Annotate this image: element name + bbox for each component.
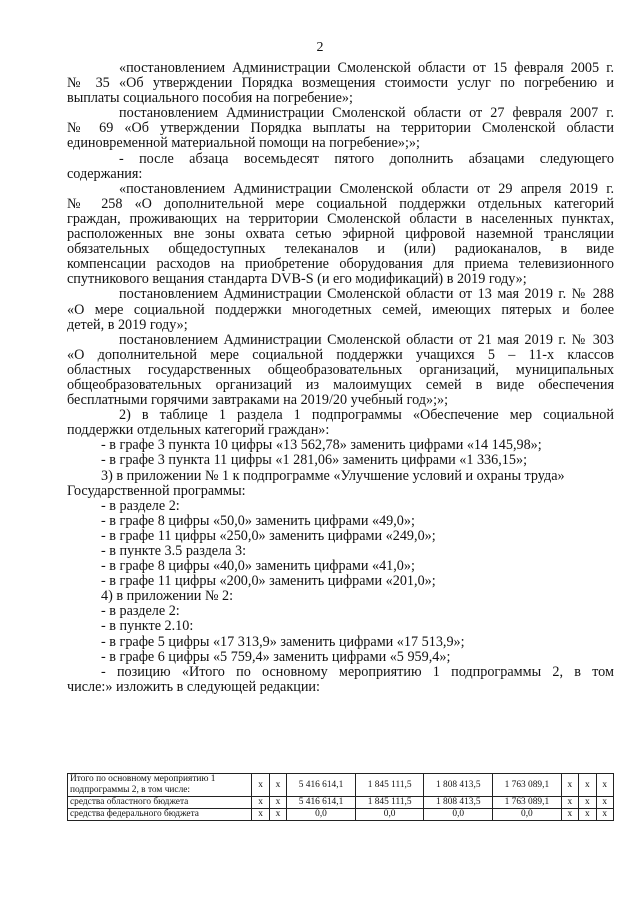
text-line: № 69 «Об утверждении Порядка выплаты на территории Смоленской области (67, 120, 614, 137)
table-cell: 1 845 111,5 (355, 797, 424, 809)
table-cell: 0,0 (424, 809, 493, 821)
document-body (67, 61, 614, 695)
table-cell: x (579, 809, 596, 821)
table-cell: x (269, 797, 286, 809)
table-cell: x (596, 809, 614, 821)
text-line: постановлением Администрации Смоленской области от 27 февраля 2007 г. (119, 105, 614, 122)
text-line: - в графе 5 цифры «17 313,9» заменить цифрами «17 513,9»; (101, 633, 465, 650)
text-line: - в пункте 3.5 раздела 3: (101, 543, 247, 559)
text-line: «постановлением Администрации Смоленской области от 29 апреля 2019 г. (119, 180, 614, 197)
text-line: - в графе 11 цифры «250,0» заменить цифрами «249,0»; (101, 527, 436, 544)
text-line: единовременной материальной помощи на погребение»;»; (67, 135, 420, 152)
table-cell: x (561, 809, 578, 821)
table-cell: x (252, 774, 269, 797)
text-line: № 35 «Об утверждении Порядка возмещения стоимости услуг по погребению и (67, 75, 614, 92)
text-line: содержания: (67, 165, 143, 182)
text-line: - позицию «Итого по основному мероприятию 1 подпрограммы 2, в том (101, 663, 614, 680)
text-line: постановлением Администрации Смоленской области от 21 мая 2019 г. № 303 (119, 331, 614, 348)
table-cell: x (252, 797, 269, 809)
text-line: - в графе 8 цифры «40,0» заменить цифрами «41,0»; (101, 558, 415, 575)
table-row (68, 797, 614, 809)
text-line: - в графе 3 пункта 11 цифры «1 281,06» заменить цифрами «1 336,15»; (101, 452, 528, 469)
table-cell: x (561, 774, 578, 797)
text-line: - в графе 8 цифры «50,0» заменить цифрами «49,0»; (101, 512, 415, 529)
text-line: - в разделе 2: (101, 603, 180, 620)
text-line: 3) в приложении № 1 к подпрограмме «Улучшение условий и охраны труда» (101, 467, 565, 484)
table-cell: 1 808 413,5 (424, 774, 493, 797)
text-line: выплаты социального пособия на погребение»; (67, 90, 353, 107)
table-row (68, 774, 614, 797)
row-label-cell: средства федерального бюджета (68, 809, 252, 821)
table-row (68, 809, 614, 821)
text-line: - после абзаца восемьдесят пятого дополнить абзацами следующего (119, 150, 614, 167)
table-cell: 5 416 614,1 (287, 774, 356, 797)
text-line: - в графе 3 пункта 10 цифры «13 562,78» заменить цифрами «14 145,98»; (101, 437, 542, 454)
text-line: - в графе 6 цифры «5 759,4» заменить цифрами «5 959,4»; (101, 648, 451, 665)
table-cell: x (596, 797, 614, 809)
row-label-cell: средства областного бюджета (68, 797, 252, 809)
table-cell: x (596, 774, 614, 797)
text-line: 4) в приложении № 2: (101, 588, 234, 605)
text-line: детей, в 2019 году»; (67, 316, 188, 333)
text-line: граждан, проживающих на территории Смоленской области в населенных пунктах, (67, 210, 614, 227)
table-cell: 1 763 089,1 (493, 797, 562, 809)
text-line: поддержки отдельных категорий граждан»: (67, 422, 330, 439)
text-line: расположенных вне зоны охвата сетью эфирной цифровой наземной трансляции (67, 226, 614, 243)
text-line: - в разделе 2: (101, 497, 180, 514)
text-line: «О дополнительной мере социальной поддержки учащихся 5 – 11-х классов (67, 346, 614, 363)
table-cell: x (269, 809, 286, 821)
text-line: «постановлением Администрации Смоленской области от 15 февраля 2005 г. (119, 60, 614, 76)
table-cell: 1 808 413,5 (424, 797, 493, 809)
table-cell: 0,0 (287, 809, 356, 821)
text-line: общеобразовательных организаций из малоимущих семей в виде обеспечения (67, 376, 614, 393)
text-line: областных государственных общеобразовательных организаций, муниципальных (67, 361, 614, 378)
table-cell: 1 845 111,5 (355, 774, 424, 797)
text-line: - в пункте 2.10: (101, 618, 194, 635)
text-line: компенсации расходов на приобретение оборудования для приема телевизионного (67, 256, 614, 273)
table-cell: x (579, 774, 596, 797)
table-cell: 0,0 (493, 809, 562, 821)
table-cell: x (252, 809, 269, 821)
table-cell: x (561, 797, 578, 809)
text-line: спутникового вещания стандарта DVB-S (и его модификаций) в 2019 году»; (67, 271, 527, 288)
row-label-cell: Итого по основному мероприятию 1 подпрограммы 2, в том числе: (68, 774, 252, 797)
table-cell: x (579, 797, 596, 809)
text-line: числе:» изложить в следующей редакции: (67, 678, 320, 695)
text-line: «О мере социальной поддержки многодетных семей, имеющих пятерых и более (67, 301, 614, 318)
text-line: обязательных общедоступных телеканалов и (или) радиоканалов, в виде (67, 241, 614, 258)
budget-table (67, 773, 614, 821)
table-cell: 0,0 (355, 809, 424, 821)
table-cell: 5 416 614,1 (287, 797, 356, 809)
text-line: 2) в таблице 1 раздела 1 подпрограммы «Обеспечение мер социальной (119, 407, 614, 424)
text-line: - в графе 11 цифры «200,0» заменить цифрами «201,0»; (101, 573, 436, 590)
page-number: 2 (316, 40, 324, 55)
text-line: бесплатными горячими завтраками на 2019/20 учебный год»;»; (67, 392, 449, 409)
table-cell: 1 763 089,1 (493, 774, 562, 797)
text-line: Государственной программы: (67, 482, 246, 499)
table-cell: x (269, 774, 286, 797)
text-line: постановлением Администрации Смоленской области от 13 мая 2019 г. № 288 (119, 286, 614, 303)
text-line: № 258 «О дополнительной мере социальной поддержки отдельных категорий (67, 195, 614, 212)
